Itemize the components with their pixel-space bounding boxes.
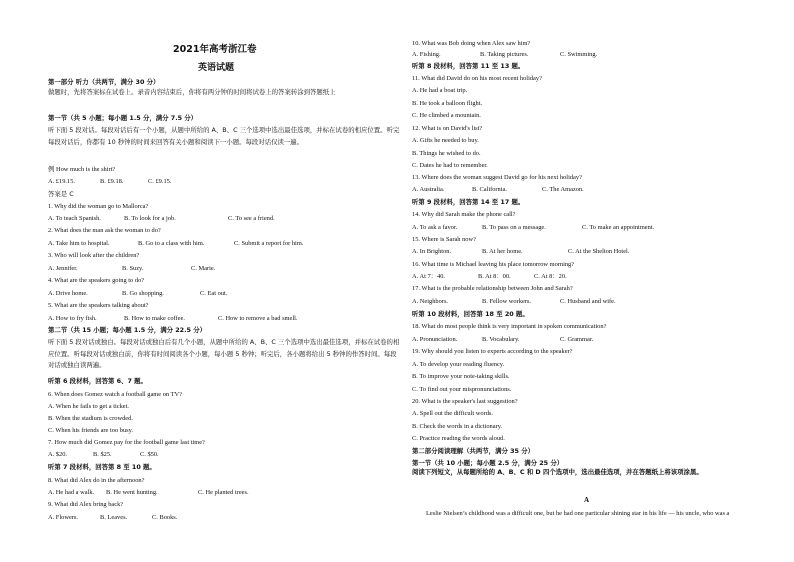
passage-label: A: [584, 496, 590, 504]
option: B. Go to a class with him.: [138, 240, 205, 247]
question: 4. What are the speakers going to do?: [48, 277, 145, 284]
sec1-heading: 第一节（共 5 小题；每小题 1.5 分，满分 7.5 分）: [48, 114, 198, 122]
option: B. At her home.: [482, 248, 523, 255]
question: 8. What did Alex do in the afternoon?: [48, 477, 145, 484]
option: B. Go shopping.: [122, 290, 164, 297]
option: B. Fellow workers.: [482, 298, 531, 305]
option: C. At the Shelton Hotel.: [568, 248, 630, 255]
sec2-heading: 第二节（共 15 小题；每小题 1.5 分，满分 22.5 分）: [48, 326, 206, 334]
example-answer: 答案是 C: [48, 190, 74, 198]
option: A. Jennifer.: [48, 265, 78, 272]
option: C. Swimming.: [560, 51, 598, 58]
question: 1. Why did the woman go to Mallorca?: [48, 203, 149, 210]
option: B. £9.18.: [100, 178, 124, 185]
passage-text: Leslie Nielsen’s childhood was a difficult one, but he had one particular shining star in his life — his uncle, who was a: [426, 510, 730, 517]
option: C. $50.: [140, 451, 159, 458]
option: C. Practice reading the words aloud.: [412, 435, 505, 442]
option: A. To ask a favor.: [412, 224, 458, 231]
option: A. Flowers.: [48, 514, 78, 521]
option: B. Vocabulary.: [482, 336, 520, 343]
question: 16. What time is Michael leaving his place tomorrow morning?: [412, 261, 575, 268]
option: A. $20.: [48, 451, 67, 458]
option: B. How to make coffee.: [124, 315, 185, 322]
option: B. He went hunting.: [106, 489, 158, 496]
material-6: 听第 6 段材料，回答第 6、7 题。: [48, 377, 147, 385]
option: C. He climbed a mountain.: [412, 112, 481, 119]
part2-sec1-heading: 第一节（共 10 小题；每小题 2.5 分，满分 25 分）: [412, 459, 564, 467]
option: B. Leaves.: [100, 514, 128, 521]
option: A. Spell out the difficult words.: [412, 410, 493, 417]
option: A. At 7：40.: [412, 273, 446, 280]
option: B. To pass on a message.: [482, 224, 546, 231]
material-10: 听第 10 段材料，回答第 18 至 20 题。: [412, 310, 529, 318]
option: C. Dates he had to remember.: [412, 162, 488, 169]
option: B. $25.: [93, 451, 112, 458]
option: B. To improve your note-taking skills.: [412, 373, 510, 380]
question: 17. What is the probable relationship between John and Sarah?: [412, 285, 573, 292]
option: C. Eat out.: [200, 290, 228, 297]
option: A. Australia.: [412, 186, 445, 193]
option: B. He took a balloon flight.: [412, 100, 483, 107]
option: B. To look for a job.: [124, 215, 176, 222]
question: 14. Why did Sarah make the phone call?: [412, 211, 516, 218]
option: C. Grammar.: [560, 336, 594, 343]
option: B. When the stadium is crowded.: [48, 415, 133, 422]
sec2-intro: 听下面 5 段对话或独白。每段对话或独白后有几个小题，从题中所给的 A、B、C 三个选项中选出最佳选项，并标在试卷的相应位置。听每段对话或独白前，你将有时间阅读各个小题，每小题 5 秒钟；听完后，各小题将给出 5 秒钟的作答时间。每段对话或独白读两遍。: [48, 338, 400, 369]
question: 5. What are the speakers talking about?: [48, 302, 149, 309]
option: A. Fishing.: [412, 51, 441, 58]
option: A. How to fry fish.: [48, 315, 97, 322]
question: 10. What was Bob doing when Alex saw him?: [412, 40, 531, 47]
option: A. Pronunciation.: [412, 336, 458, 343]
option: C. Marie.: [191, 265, 216, 272]
option: C. He planted trees.: [198, 489, 249, 496]
question: 11. What did David do on his most recent holiday?: [412, 75, 542, 82]
option: A. In Brighton.: [412, 248, 452, 255]
option: C. £9.15.: [148, 178, 172, 185]
option: A. To teach Spanish.: [48, 215, 101, 222]
option: C. When his friends are too busy.: [48, 427, 134, 434]
exam-title: 2021年高考浙江卷: [173, 44, 257, 55]
option: A. Gifts he needed to buy.: [412, 137, 479, 144]
option: C. To see a friend.: [228, 215, 275, 222]
option: A. He had a walk.: [48, 489, 95, 496]
part2-heading: 第二部分阅读理解（共两节，满分 35 分）: [412, 447, 534, 455]
question: 9. What did Alex bring back?: [48, 501, 124, 508]
question: 3. Who will look after the children?: [48, 252, 140, 259]
option: C. Books.: [152, 514, 178, 521]
option: B. At 8：00.: [478, 273, 511, 280]
option: C. How to remove a bad smell.: [218, 315, 298, 322]
material-7: 听第 7 段材料，回答第 8 至 10 题。: [48, 463, 156, 471]
option: C. To make an appointment.: [582, 224, 655, 231]
part1-intro: 做题时，先将答案标在试卷上。录音内容结束后，你将有两分钟的时间将试卷上的答案转涂到答题纸上: [48, 88, 336, 96]
option: A. When he fails to get a ticket.: [48, 403, 129, 410]
question: 19. Why should you listen to experts according to the speaker?: [412, 348, 573, 355]
question: 20. What is the speaker's last suggestion?: [412, 398, 518, 405]
option: A. To develop your reading fluency.: [412, 361, 505, 368]
exam-subtitle: 英语试题: [198, 63, 235, 73]
option: C. To find out your mispronunciations.: [412, 386, 512, 393]
question: 18. What do most people think is very important in spoken communication?: [412, 323, 607, 330]
option: B. Suzy.: [122, 265, 144, 272]
material-9: 听第 9 段材料，回答第 14 至 17 题。: [412, 198, 525, 206]
option: B. Things he wished to do.: [412, 150, 481, 157]
option: A. £19.15.: [48, 178, 75, 185]
part1-heading: 第一部分 听力（共两节，满分 30 分）: [48, 78, 160, 86]
option: B. Check the words in a dictionary.: [412, 423, 503, 430]
question: 2. What does the man ask the woman to do?: [48, 227, 161, 234]
question: 6. When does Gomez watch a football game on TV?: [48, 391, 182, 398]
question: 13. Where does the woman suggest David go for his next holiday?: [412, 174, 582, 181]
option: C. Submit a report for him.: [234, 240, 304, 247]
option: C. The Amazon.: [542, 186, 584, 193]
question: 7. How much did Gomez pay for the football game last time?: [48, 439, 205, 446]
material-8: 听第 8 段材料，回答第 11 至 13 题。: [412, 62, 525, 70]
option: A. Take him to hospital.: [48, 240, 110, 247]
question: 12. What is on David's list?: [412, 125, 483, 132]
option: A. Neighbors.: [412, 298, 449, 305]
option: B. Taking pictures.: [480, 51, 529, 58]
option: A. He had a boat trip.: [412, 87, 468, 94]
question: 15. Where is Sarah now?: [412, 236, 476, 243]
option: C. At 8：20.: [534, 273, 567, 280]
option: B. California.: [472, 186, 507, 193]
part2-intro: 阅读下列短文，从每题所给的 A、B、C 和 D 四个选项中，选出最佳选项，并在答题纸上将该项涂黑。: [412, 468, 703, 476]
sec1-intro: 听下面 5 段对话。每段对话后有一个小题，从题中所给的 A、B、C 三个选项中选出最佳选项，并标在试卷的相应位置。听完每段对话后，你都有 10 秒钟的时间来回答有关小题和阅读下一小题。每段对话仅读一遍。: [48, 126, 400, 146]
example-question: 例 How much is the shirt?: [48, 166, 116, 173]
option: C. Husband and wife.: [560, 298, 616, 305]
option: A. Drive home.: [48, 290, 88, 297]
